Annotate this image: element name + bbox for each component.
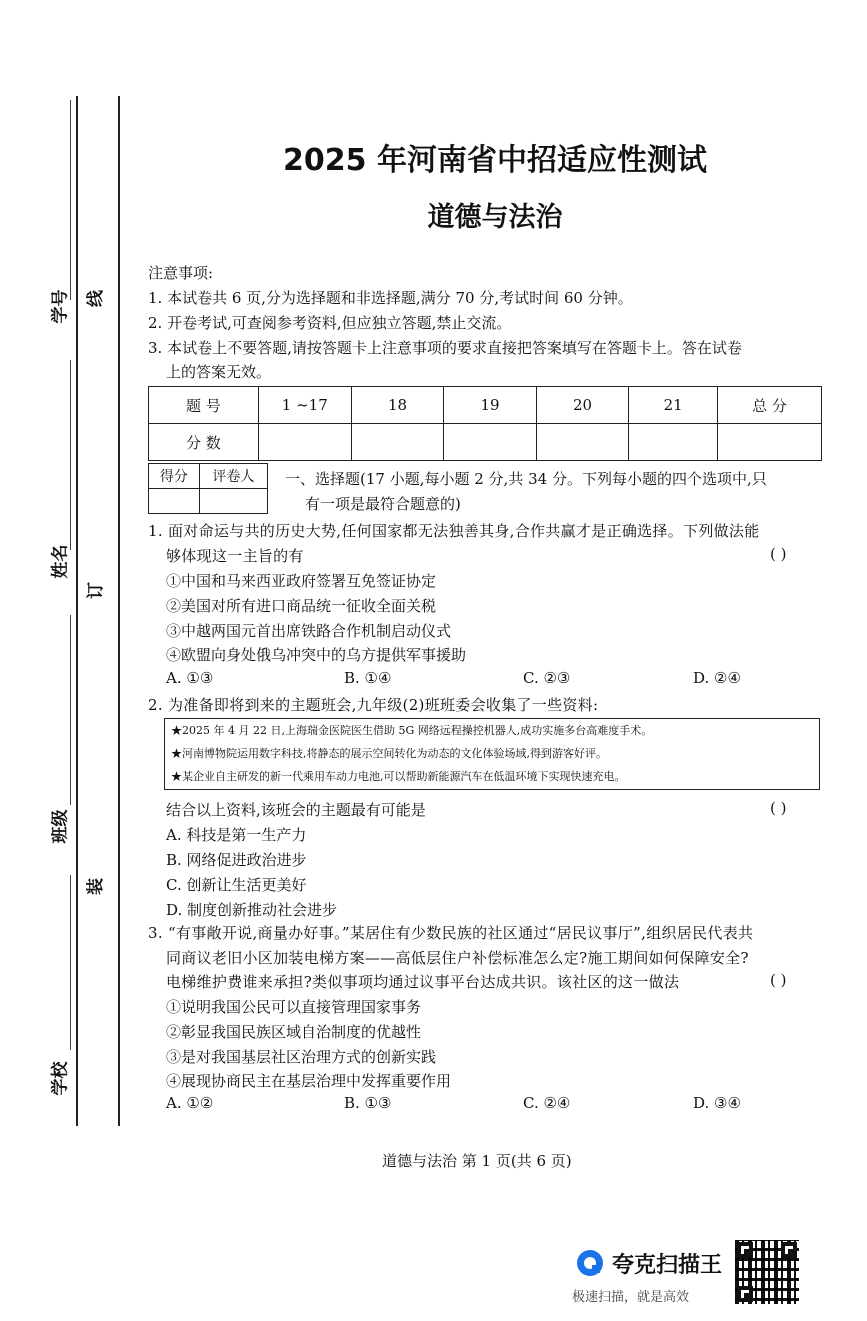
cut-mark-zhuang: 装 xyxy=(86,878,106,895)
score-cell-empty xyxy=(351,424,444,461)
fill-line-xingming xyxy=(70,360,71,550)
q1-choice-c: C. ②③ xyxy=(523,669,571,687)
score-cell-header: 总 分 xyxy=(717,387,821,424)
q2-question: 结合以上资料,该班会的主题最有可能是 xyxy=(166,801,426,819)
q3-answer-paren: ( ) xyxy=(770,971,787,989)
q2-material-3: ★某企业自主研发的新一代乘用车动力电池,可以帮助新能源汽车在低温环境下实现快速充电。 xyxy=(171,770,626,783)
fill-line-banji xyxy=(70,615,71,805)
grader-score-label: 得分 xyxy=(149,464,200,489)
q3-choice-a: A. ①② xyxy=(166,1094,214,1112)
binding-label-xuexiao: 学校 xyxy=(50,1061,71,1096)
q3-option-4: ④展现协商民主在基层治理中发挥重要作用 xyxy=(166,1072,452,1090)
binding-line-inner xyxy=(118,96,120,1126)
grader-name-label: 评卷人 xyxy=(199,464,267,489)
q2-answer-paren: ( ) xyxy=(770,799,787,817)
grader-cell-empty xyxy=(149,489,200,514)
binding-label-xuehao: 学号 xyxy=(50,289,71,324)
q3-option-1: ①说明我国公民可以直接管理国家事务 xyxy=(166,998,422,1016)
notice-item-3: 3. 本试卷上不要答题,请按答题卡上注意事项的要求直接把答案填写在答题卡上。答在试卷 xyxy=(148,339,742,357)
score-table xyxy=(148,386,822,461)
score-cell-empty xyxy=(717,424,821,461)
score-cell-empty xyxy=(444,424,537,461)
q1-answer-paren: ( ) xyxy=(770,545,787,563)
q1-option-3: ③中越两国元首出席铁路合作机制启动仪式 xyxy=(166,622,452,640)
notice-heading: 注意事项: xyxy=(148,264,214,282)
q3-option-3: ③是对我国基层社区治理方式的创新实践 xyxy=(166,1048,437,1066)
grader-table xyxy=(148,463,268,514)
q3-stem: 3. “有事敞开说,商量办好事。”某居住有少数民族的社区通过“居民议事厅”,组织居民代表共 xyxy=(148,924,754,942)
section1-heading: 一、选择题(17 小题,每小题 2 分,共 34 分。下列每小题的四个选项中,只 xyxy=(285,470,767,488)
binding-label-xingming: 姓名 xyxy=(50,544,71,579)
q2-option-a: A. 科技是第一生产力 xyxy=(166,826,307,844)
q2-material-2: ★河南博物院运用数字科技,将静态的展示空间转化为动态的文化体验场域,得到游客好评。 xyxy=(171,747,607,760)
q3-choice-d: D. ③④ xyxy=(693,1094,741,1112)
score-cell-empty xyxy=(536,424,629,461)
grader-blank-row xyxy=(149,489,268,514)
grader-cell-empty xyxy=(199,489,267,514)
score-cell-header: 21 xyxy=(629,387,718,424)
fill-line-xuexiao xyxy=(70,875,71,1050)
score-cell-empty xyxy=(258,424,351,461)
exam-title: 2025 年河南省中招适应性测试 xyxy=(283,143,707,178)
q3-stem-cont-1: 同商议老旧小区加装电梯方案——高低层住户补偿标准怎么定?施工期间如何保障安全? xyxy=(166,949,749,967)
cut-mark-xian: 线 xyxy=(86,290,106,307)
q2-material-1: ★2025 年 4 月 22 日,上海瑞金医院医生借助 5G 网络远程操控机器人,成功实施多台高难度手术。 xyxy=(171,724,653,737)
q3-choice-b: B. ①③ xyxy=(344,1094,392,1112)
score-row-label: 分 数 xyxy=(149,424,259,461)
q1-option-4: ④欧盟向身处俄乌冲突中的乌方提供军事援助 xyxy=(166,646,467,664)
score-table-header-row xyxy=(149,387,822,424)
scanner-logo-icon xyxy=(575,1248,605,1278)
grader-header-row xyxy=(149,464,268,489)
q1-option-1: ①中国和马来西亚政府签署互免签证协定 xyxy=(166,572,437,590)
q1-option-2: ②美国对所有进口商品统一征收全面关税 xyxy=(166,597,437,615)
notice-item-1: 1. 本试卷共 6 页,分为选择题和非选择题,满分 70 分,考试时间 60 分钟。 xyxy=(148,289,633,307)
q2-option-c: C. 创新让生活更美好 xyxy=(166,876,307,894)
binding-line-outer xyxy=(76,96,78,1126)
score-cell-header: 20 xyxy=(536,387,629,424)
scanner-brand: 夸克扫描王 xyxy=(612,1253,723,1278)
q2-stem: 2. 为准备即将到来的主题班会,九年级(2)班班委会收集了一些资料: xyxy=(148,696,599,714)
q2-material-box xyxy=(164,718,820,790)
q1-choice-a: A. ①③ xyxy=(166,669,214,687)
q1-choice-d: D. ②④ xyxy=(693,669,741,687)
q3-choice-c: C. ②④ xyxy=(523,1094,571,1112)
q1-stem: 1. 面对命运与共的历史大势,任何国家都无法独善其身,合作共赢才是正确选择。下列做法能 xyxy=(148,522,760,540)
score-cell-header: 19 xyxy=(444,387,537,424)
qr-code-icon xyxy=(735,1240,799,1304)
notice-item-3-cont: 上的答案无效。 xyxy=(166,363,272,381)
section1-heading-cont: 有一项是最符合题意的) xyxy=(305,495,461,513)
score-cell-empty xyxy=(629,424,718,461)
q1-choice-b: B. ①④ xyxy=(344,669,392,687)
q2-option-d: D. 制度创新推动社会进步 xyxy=(166,901,338,919)
subject-title: 道德与法治 xyxy=(427,202,563,233)
score-table-score-row xyxy=(149,424,822,461)
score-cell-header: 题 号 xyxy=(149,387,259,424)
q3-stem-cont-2: 电梯维护费谁来承担?类似事项均通过议事平台达成共识。该社区的这一做法 xyxy=(166,973,680,991)
q2-option-b: B. 网络促进政治进步 xyxy=(166,851,307,869)
score-cell-header: 18 xyxy=(351,387,444,424)
scanner-slogan: 极速扫描，就是高效 xyxy=(572,1290,690,1305)
binding-label-banji: 班级 xyxy=(50,809,71,844)
cut-mark-ding: 订 xyxy=(86,582,106,599)
notice-item-2: 2. 开卷考试,可查阅参考资料,但应独立答题,禁止交流。 xyxy=(148,314,512,332)
score-cell-header: 1 ~17 xyxy=(258,387,351,424)
q1-stem-cont: 够体现这一主旨的有 xyxy=(166,547,304,565)
page-footer: 道德与法治 第 1 页(共 6 页) xyxy=(382,1152,572,1170)
q3-option-2: ②彰显我国民族区域自治制度的优越性 xyxy=(166,1023,422,1041)
